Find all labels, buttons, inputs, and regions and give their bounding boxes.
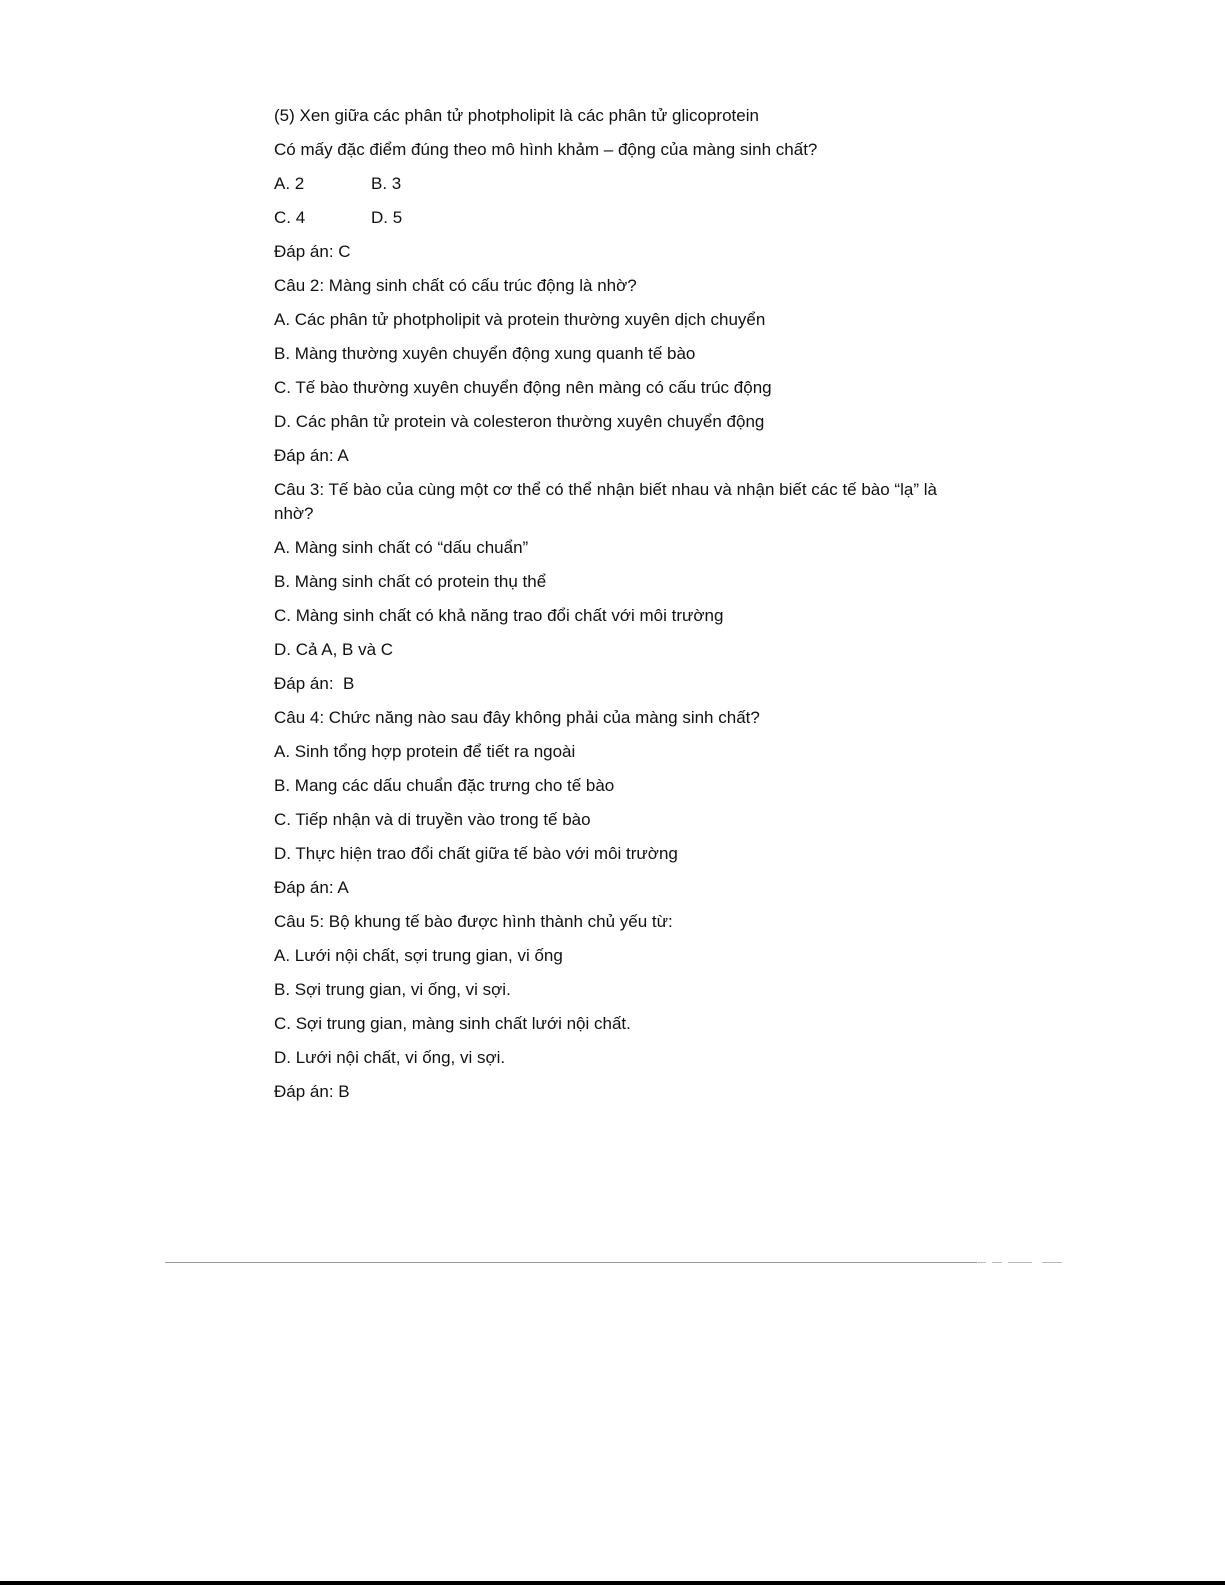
question-5-option-a: A. Lưới nội chất, sợi trung gian, vi ống [274, 946, 563, 965]
question-3-option-b: B. Màng sinh chất có protein thụ thể [274, 572, 547, 591]
question-4-answer: Đáp án: A [274, 878, 349, 897]
question-5-option-c: C. Sợi trung gian, màng sinh chất lưới nội chất. [274, 1014, 631, 1033]
question-1-answer: Đáp án: C [274, 242, 351, 261]
question-3: Câu 3: Tế bào của cùng một cơ thể có thể nhận biết nhau và nhận biết các tế bào “lạ” là nhờ? [274, 480, 937, 523]
question-3-option-d: D. Cả A, B và C [274, 640, 394, 659]
question-1-option-c: C. 4 [274, 208, 306, 227]
footer-divider [165, 1262, 977, 1263]
footer-divider-tail-3 [1008, 1262, 1032, 1263]
question-1-options-row-1 [274, 172, 964, 196]
question-2-option-b: B. Màng thường xuyên chuyển động xung quanh tế bào [274, 344, 696, 363]
footer-divider-tail-2 [992, 1262, 1002, 1263]
question-2-option-d: D. Các phân tử protein và colesteron thường xuyên chuyển động [274, 412, 765, 431]
question-1-prompt: Có mấy đặc điểm đúng theo mô hình khảm – động của màng sinh chất? [274, 140, 818, 159]
question-4-option-c: C. Tiếp nhận và di truyền vào trong tế bào [274, 810, 591, 829]
footer-divider-tail-1 [978, 1262, 986, 1263]
page-bottom-edge [0, 1581, 1225, 1585]
question-2-answer: Đáp án: A [274, 446, 349, 465]
question-2-option-a: A. Các phân tử photpholipit và protein thường xuyên dịch chuyển [274, 310, 766, 329]
question-1-option-d: D. 5 [371, 208, 403, 227]
question-3-option-c: C. Màng sinh chất có khả năng trao đổi chất với môi trường [274, 606, 724, 625]
question-2-option-c: C. Tế bào thường xuyên chuyển động nên màng có cấu trúc động [274, 378, 772, 397]
question-3-answer: Đáp án: B [274, 674, 355, 693]
question-5: Câu 5: Bộ khung tế bào được hình thành chủ yếu từ: [274, 912, 673, 931]
question-4-option-b: B. Mang các dấu chuẩn đặc trưng cho tế bào [274, 776, 615, 795]
question-4: Câu 4: Chức năng nào sau đây không phải của màng sinh chất? [274, 708, 760, 727]
question-1-option-a: A. 2 [274, 174, 305, 193]
question-5-option-b: B. Sợi trung gian, vi ống, vi sợi. [274, 980, 511, 999]
question-5-option-d: D. Lưới nội chất, vi ống, vi sợi. [274, 1048, 506, 1067]
statement-5: (5) Xen giữa các phân tử photpholipit là các phân tử glicoprotein [274, 106, 759, 125]
document-content [274, 104, 964, 1114]
footer-divider-tail-4 [1042, 1262, 1062, 1263]
question-1-options-row-2 [274, 206, 964, 230]
question-3-option-a: A. Màng sinh chất có “dấu chuẩn” [274, 538, 529, 557]
question-4-option-d: D. Thực hiện trao đổi chất giữa tế bào với môi trường [274, 844, 678, 863]
question-1-option-b: B. 3 [371, 174, 402, 193]
question-5-answer: Đáp án: B [274, 1082, 350, 1101]
question-4-option-a: A. Sinh tổng hợp protein để tiết ra ngoài [274, 742, 576, 761]
question-2: Câu 2: Màng sinh chất có cấu trúc động là nhờ? [274, 276, 637, 295]
